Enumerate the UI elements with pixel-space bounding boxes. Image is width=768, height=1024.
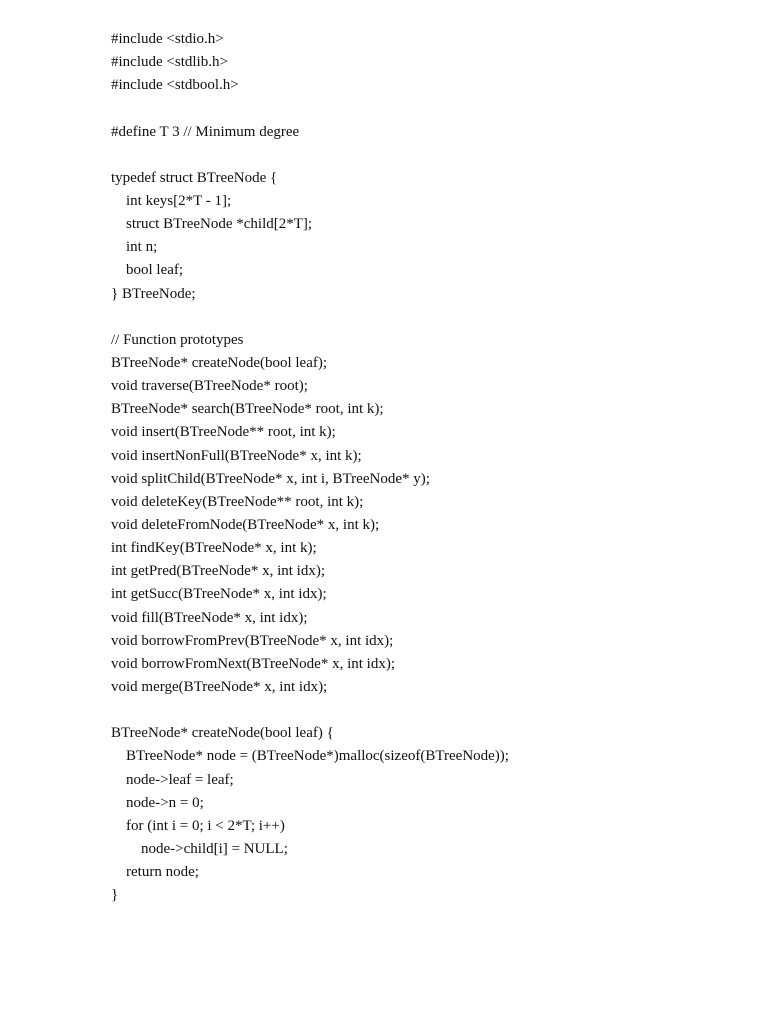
code-line: void borrowFromNext(BTreeNode* x, int idx); [111,655,396,672]
code-line: void splitChild(BTreeNode* x, int i, BTreeNode* y); [111,470,430,487]
code-block [111,28,751,907]
code-line: void insert(BTreeNode** root, int k); [111,424,336,441]
code-line: #include <stdio.h> [111,31,224,47]
code-line: void traverse(BTreeNode* root); [111,378,308,395]
code-line: #include <stdbool.h> [111,77,239,94]
code-line: // Function prototypes [111,331,244,348]
code-line: BTreeNode* createNode(bool leaf) { [111,725,334,742]
code-line [111,97,751,120]
code-line: node->leaf = leaf; [111,771,234,788]
code-line: BTreeNode* createNode(bool leaf); [111,354,328,371]
code-line: for (int i = 0; i < 2*T; i++) [111,817,285,834]
code-line: struct BTreeNode *child[2*T]; [111,216,313,233]
code-line: void deleteFromNode(BTreeNode* x, int k); [111,516,380,533]
code-line: void fill(BTreeNode* x, int idx); [111,609,308,626]
code-line: int findKey(BTreeNode* x, int k); [111,540,317,557]
code-line: void merge(BTreeNode* x, int idx); [111,678,328,695]
code-line: bool leaf; [111,262,184,279]
code-line: BTreeNode* node = (BTreeNode*)malloc(sizeof(BTreeNode)); [111,748,509,765]
code-line: BTreeNode* search(BTreeNode* root, int k); [111,401,384,418]
code-line: typedef struct BTreeNode { [111,169,278,186]
code-line: } BTreeNode; [111,285,196,302]
code-line: } [111,887,119,904]
code-line [111,144,751,167]
code-line: void borrowFromPrev(BTreeNode* x, int idx); [111,632,394,649]
code-line: #include <stdlib.h> [111,54,228,71]
code-line: int getSucc(BTreeNode* x, int idx); [111,586,327,603]
code-line: int n; [111,239,158,256]
code-line: return node; [111,864,199,881]
code-line [111,306,751,329]
code-line: void insertNonFull(BTreeNode* x, int k); [111,447,362,464]
code-line: void deleteKey(BTreeNode** root, int k); [111,493,364,510]
code-line [111,699,751,722]
code-line: node->child[i] = NULL; [111,840,288,857]
code-line: int getPred(BTreeNode* x, int idx); [111,563,326,580]
code-line: node->n = 0; [111,794,204,811]
code-line: #define T 3 // Minimum degree [111,123,300,140]
code-line: int keys[2*T - 1]; [111,192,232,209]
